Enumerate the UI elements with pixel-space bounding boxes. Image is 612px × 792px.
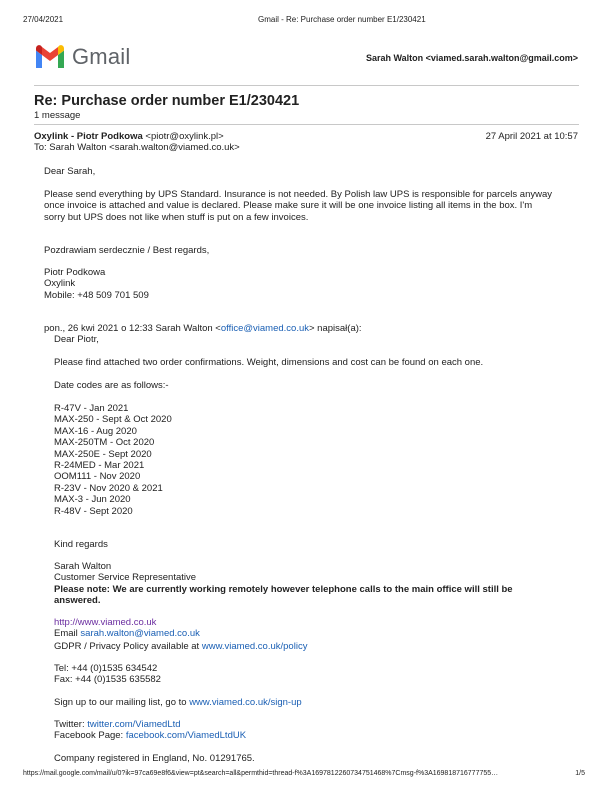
kind-regards: Kind regards (54, 539, 108, 550)
quoted-greeting: Dear Piotr, (54, 334, 99, 345)
signature-company: Oxylink (44, 278, 76, 290)
mailing-list-link[interactable]: www.viamed.co.uk/sign-up (189, 697, 302, 708)
gmail-wordmark: Gmail (72, 44, 131, 69)
quote-email-link[interactable]: office@viamed.co.uk (220, 323, 309, 334)
date-codes-intro: Date codes are as follows:- (54, 380, 169, 391)
print-url: https://mail.google.com/mail/u/0?ik=97ca69e8f6&view=pt&search=all&permthid=thread-f%3A1697812260734751468%7Cmsg-f%3A169818716777755… (23, 770, 499, 777)
telephone: Tel: +44 (0)1535 634542 (54, 663, 158, 674)
website-link[interactable]: http://www.viamed.co.uk (54, 617, 157, 628)
greeting: Dear Sarah, (44, 166, 96, 177)
date-code: R-48V - Sept 2020 (54, 505, 133, 517)
date-code: R-23V - Nov 2020 & 2021 (54, 482, 163, 494)
paragraph-line: Please send everything by UPS Standard. Insurance is not needed. By Polish law UPS is responsible for parcels anyway (44, 189, 552, 200)
gdpr-line: GDPR / Privacy Policy available at www.viamed.co.uk/policy (54, 641, 308, 652)
gdpr-link[interactable]: www.viamed.co.uk/policy (201, 641, 308, 652)
print-date: 27/04/2021 (23, 15, 64, 24)
email-link[interactable]: sarah.walton@viamed.co.uk (80, 628, 200, 639)
mailing-list-line: Sign up to our mailing list, go to www.viamed.co.uk/sign-up (54, 697, 302, 708)
print-title: Gmail - Re: Purchase order number E1/230421 (258, 15, 426, 24)
remote-work-note: answered. (54, 595, 101, 607)
facebook-link[interactable]: facebook.com/ViamedLtdUK (125, 730, 247, 741)
main-paragraph (44, 189, 552, 223)
company-registration: Company registered in England, No. 01291765. (54, 753, 255, 764)
subject-divider (34, 124, 579, 125)
gmail-logo-icon[interactable] (34, 44, 66, 68)
quoted-signature (54, 561, 513, 607)
fax: Fax: +44 (0)1535 635582 (54, 674, 161, 686)
sender-signature (44, 267, 149, 301)
header-divider (34, 85, 579, 86)
date-code: MAX-250E - Sept 2020 (54, 448, 152, 460)
date-codes-list (54, 403, 172, 517)
date-code: R-24MED - Mar 2021 (54, 460, 145, 472)
quoted-signature-title: Customer Service Representative (54, 572, 197, 584)
sender[interactable] (34, 131, 224, 142)
thread-subject: Re: Purchase order number E1/230421 (34, 93, 300, 109)
date-code: MAX-3 - Jun 2020 (54, 494, 131, 506)
quoted-signature-name: Sarah Walton (54, 561, 112, 572)
account-email: Sarah Walton <viamed.sarah.walton@gmail.com> (365, 53, 578, 63)
recipient-line: To: Sarah Walton <sarah.walton@viamed.co.uk> (34, 142, 240, 153)
sign-off: Pozdrawiam serdecznie / Best regards, (44, 245, 210, 256)
facebook-line: Facebook Page: facebook.com/ViamedLtdUK (54, 730, 247, 741)
paragraph-line: sorry but UPS does not like when stuff is put on a few invoices. (44, 211, 309, 223)
signature-name: Piotr Podkowa (44, 267, 106, 278)
date-code: MAX-16 - Aug 2020 (54, 425, 137, 437)
twitter-line: Twitter: twitter.com/ViamedLtd (54, 719, 181, 730)
message-count: 1 message (34, 110, 81, 121)
remote-work-note: Please note: We are currently working remotely however telephone calls to the main office will still be (54, 583, 513, 595)
date-code: OOM111 - Nov 2020 (54, 471, 141, 483)
date-code: MAX-250TM - Oct 2020 (54, 437, 155, 449)
email-line: Email sarah.walton@viamed.co.uk (54, 628, 200, 639)
message-date: 27 April 2021 at 10:57 (485, 131, 578, 142)
page-number: 1/5 (575, 770, 585, 777)
sender-name: Oxylink - Piotr Podkowa (34, 131, 143, 142)
phone-lines (54, 663, 161, 686)
date-code: R-47V - Jan 2021 (54, 403, 129, 414)
twitter-link[interactable]: twitter.com/ViamedLtd (87, 719, 181, 730)
paragraph-line: once invoice is attached and value is declared. Please make sure it will be one invoice listing all items in the box. I'm (44, 200, 533, 212)
date-code: MAX-250 - Sept & Oct 2020 (54, 414, 172, 426)
sender-email: <piotr@oxylink.pl> (145, 131, 224, 142)
quote-intro: pon., 26 kwi 2021 o 12:33 Sarah Walton <office@viamed.co.uk> napisał(a): (44, 323, 362, 334)
signature-mobile: Mobile: +48 509 701 509 (44, 289, 149, 301)
quoted-paragraph: Please find attached two order confirmations. Weight, dimensions and cost can be found on each one. (54, 357, 484, 368)
